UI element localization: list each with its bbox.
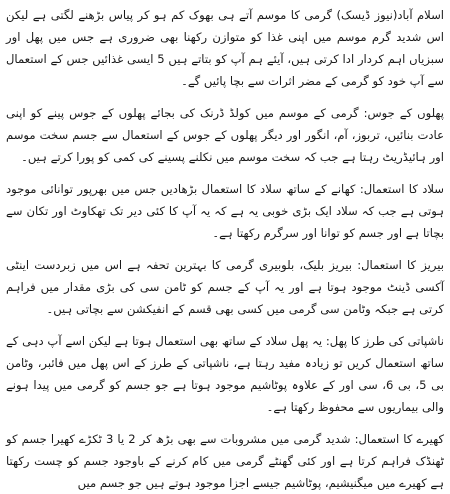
pear-fruit-paragraph: ناشپاتی کی طرز کا پھل: یہ پھل سلاد کے ساتھ بھی استعمال ہوتا ہے لیکن اسے آپ دہی کے ساتھ استعمال کریں تو زیادہ مفید رہتا ہے، ناشپاتی کے طرز کے اس پھل میں فائبر، وٹامن بی 5، بی 6، سی اور کے علاوہ پوٹاشیم موجود ہوتا ہے جو جسم کو گرمی میں پیدا ہونے والی بیماریوں سے محفوظ رکھتا ہے۔ [6,334,444,414]
fruit-juice-paragraph: پھلوں کے جوس: گرمی کے موسم میں کولڈ ڈرنک کی بجائے پھلوں کے جوس پینے کو اپنی عادت بنائیں، تربوز، آم، انگور اور دیگر پھلوں کے جوس کے استعمال سے جسم سخت موسم اور ہائیڈریٹ رہتا ہے جب کہ سخت موسم میں نکلنے پسینے کی کمی کو پورا کرتے ہیں۔ [6,106,444,164]
cucumber-paragraph: کھیرے کا استعمال: شدید گرمی میں مشروبات سے بھی بڑھ کر 2 یا 3 ٹکڑے کھیرا جسم کو ٹھنڈک فراہم کرتا ہے اور کئی گھنٹے گرمی میں کام کرنے کے باوجود جسم کو چست رکھتا ہے کھیرے میں میگنیشیم، پوٹاشیم جیسے اجزا موجود ہوتے ہیں جو جسم میں [6,432,444,490]
berries-paragraph: بیریز کا استعمال: بیریز بلیک، بلوبیری گرمی کا بہترین تحفہ ہے اس میں زبردست اینٹی آکسی ڈینٹ موجود ہوتا ہے اور یہ آپ کے جسم کو ٹامن سی کی بڑی مقدار میں فراہم کرتی ہے جبکہ وٹامن سی گرمی میں کسی بھی قسم کے انفیکشن سے بچاتی ہیں۔ [6,258,444,316]
intro-paragraph: اسلام آباد(نیوز ڈیسک) گرمی کا موسم آتے ہی بھوک کم ہو کر پیاس بڑھنے لگتی ہے لیکن اس شدید گرم موسم میں اپنی غذا کو متوازن رکھنا بھی ضروری ہے جس میں پھل اور سبزیاں اہم کردار ادا کرتی ہیں، آیئے ہم آپ کو بتاتے ہیں 5 ایسی غذائیں جس کے استعمال سے آپ خود کو گرمی کے مضر اثرات سے بچا پائیں گے۔ [6,8,445,88]
salad-paragraph: سلاد کا استعمال: کھانے کے ساتھ سلاد کا استعمال بڑھادیں جس میں بھرپور توانائی موجود ہوتی ہے جب کہ سلاد ایک بڑی خوبی یہ ہے کہ یہ آپ کا کئی دیر تک تھکاوٹ اور تکان سے بچاتا ہے اور جسم کو توانا اور سرگرم رکھتا ہے۔ [6,182,444,240]
